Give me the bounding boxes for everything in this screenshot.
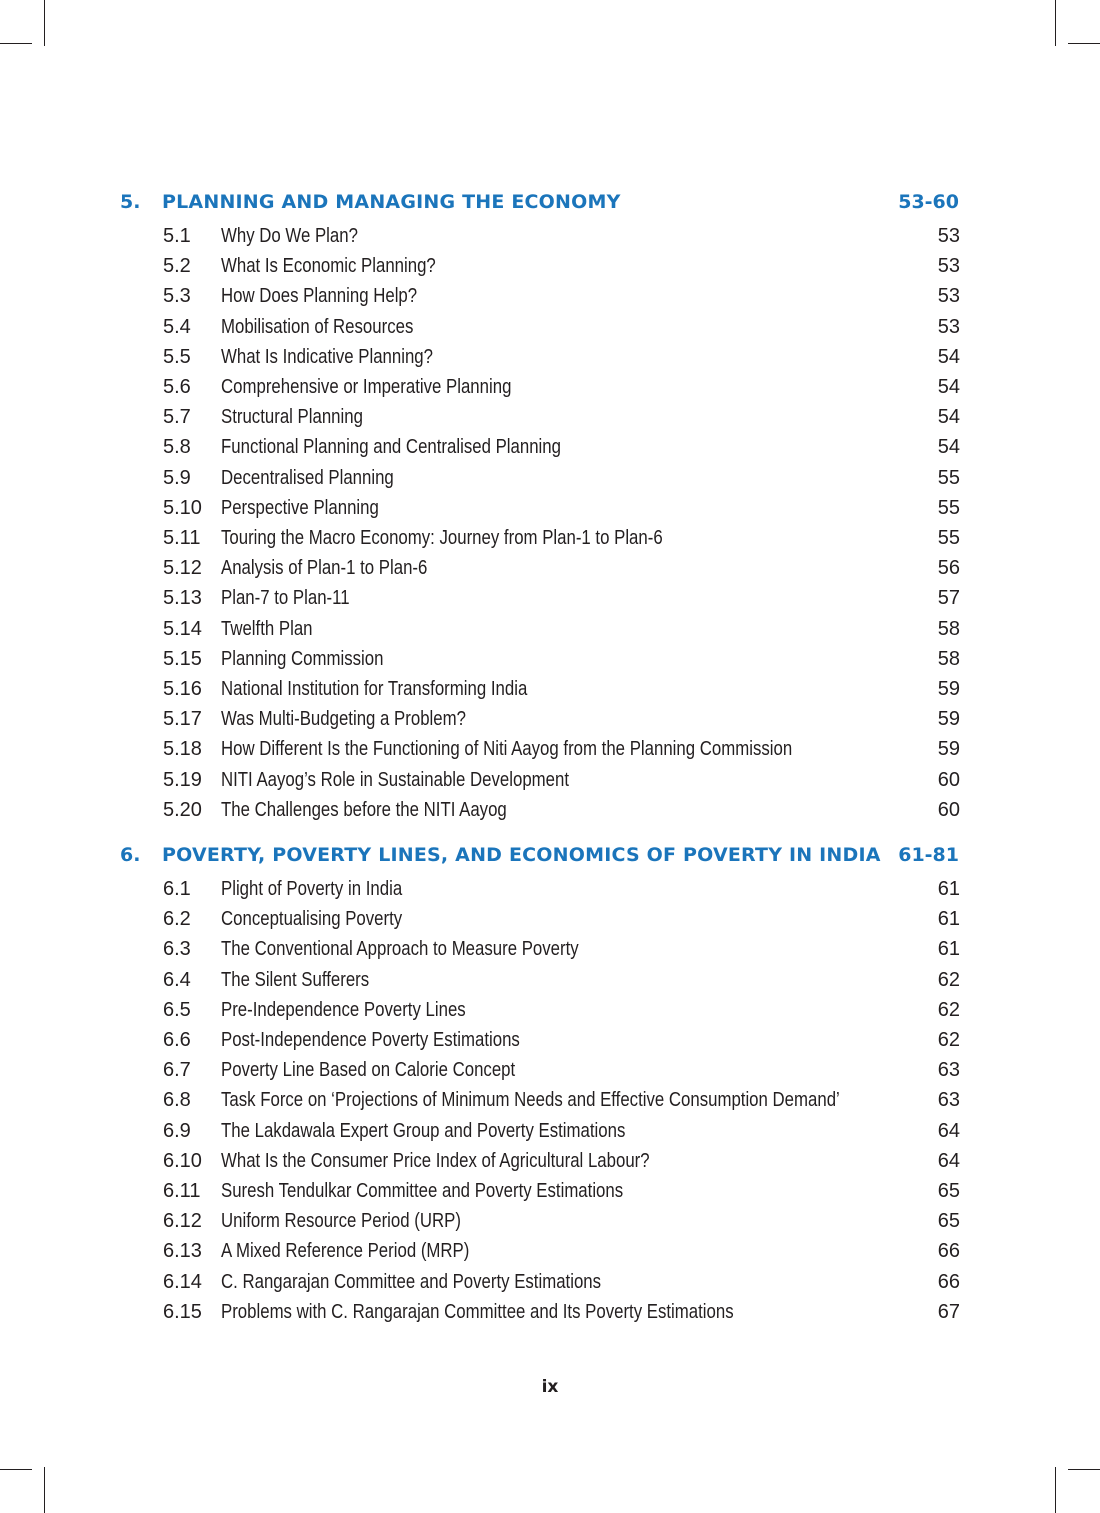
section-number: 6.5 (163, 998, 191, 1021)
section-number: 5.14 (163, 617, 202, 640)
crop-mark (1068, 43, 1100, 44)
toc-entry[interactable] (0, 965, 1100, 995)
section-title: Post-Independence Poverty Estimations (221, 1029, 520, 1051)
section-title: Conceptualising Poverty (221, 908, 403, 931)
section-page: 65 (937, 1210, 960, 1233)
section-title: Why Do We Plan? (221, 225, 358, 247)
section-number: 6.10 (163, 1149, 202, 1172)
toc-entry[interactable] (0, 1297, 1100, 1327)
section-number: 5.18 (163, 738, 202, 761)
section-number: 5.17 (163, 708, 202, 731)
section-title: A Mixed Reference Period (MRP) (221, 1240, 470, 1263)
section-title: Uniform Resource Period (URP) (221, 1210, 461, 1233)
section-number: 6.13 (163, 1240, 202, 1263)
toc-entry[interactable] (0, 312, 1100, 342)
section-title: Perspective Planning (221, 496, 379, 519)
toc-entry[interactable] (0, 1206, 1100, 1236)
section-title: Analysis of Plan-1 to Plan-6 (221, 557, 428, 580)
section-title: The Silent Sufferers (221, 968, 370, 991)
section-number: 5.11 (163, 527, 201, 549)
section-page: 54 (937, 436, 960, 459)
chapter-number: 5. (120, 191, 141, 213)
section-number: 5.9 (163, 466, 191, 489)
section-number: 5.15 (163, 647, 202, 670)
section-title: Decentralised Planning (221, 466, 394, 489)
section-title: Task Force on ‘Projections of Minimum Needs and Effective Consumption Demand’ (221, 1089, 840, 1112)
toc-entry[interactable] (0, 1116, 1100, 1146)
chapter-heading[interactable] (0, 840, 1100, 870)
section-number: 6.3 (163, 938, 191, 961)
section-number: 5.5 (163, 345, 191, 368)
section-number: 6.1 (163, 878, 191, 900)
section-number: 6.15 (163, 1300, 202, 1323)
toc-entry[interactable] (0, 704, 1100, 734)
section-number: 5.4 (163, 315, 191, 338)
section-page: 65 (937, 1180, 960, 1202)
toc-entry[interactable] (0, 765, 1100, 795)
section-title: NITI Aayog’s Role in Sustainable Development (221, 768, 570, 791)
section-title: National Institution for Transforming India (221, 678, 528, 700)
section-title: C. Rangarajan Committee and Poverty Estimations (221, 1270, 602, 1293)
toc-entry[interactable] (0, 1055, 1100, 1085)
section-page: 66 (937, 1240, 960, 1263)
section-title: Functional Planning and Centralised Planning (221, 436, 561, 459)
section-page: 53 (937, 255, 960, 278)
section-number: 5.19 (163, 768, 202, 791)
section-number: 5.20 (163, 798, 202, 821)
section-title: Structural Planning (221, 406, 363, 429)
section-page: 61 (937, 938, 960, 961)
toc-entry[interactable] (0, 674, 1100, 704)
chapter-title: PLANNING AND MANAGING THE ECONOMY (162, 191, 621, 213)
toc-entry[interactable] (0, 402, 1100, 432)
section-page: 63 (937, 1089, 960, 1112)
crop-mark (44, 1467, 45, 1513)
section-number: 6.8 (163, 1089, 191, 1112)
section-title: How Does Planning Help? (221, 285, 418, 308)
section-page: 62 (937, 998, 960, 1021)
section-page: 66 (937, 1270, 960, 1293)
section-title: Plight of Poverty in India (221, 878, 403, 900)
chapter-number: 6. (120, 844, 141, 866)
section-title: What Is Economic Planning? (221, 255, 436, 278)
section-number: 5.6 (163, 376, 191, 398)
chapter-page-range: 61-81 (898, 844, 959, 866)
toc-entry[interactable] (0, 644, 1100, 674)
toc-entry[interactable] (0, 553, 1100, 583)
crop-mark (1055, 1467, 1056, 1513)
toc-entry[interactable] (0, 523, 1100, 553)
section-title: The Lakdawala Expert Group and Poverty Estimations (221, 1119, 626, 1142)
section-page: 58 (937, 647, 960, 670)
section-number: 6.6 (163, 1029, 191, 1051)
section-title: Planning Commission (221, 647, 384, 670)
toc-entry[interactable] (0, 221, 1100, 251)
section-page: 55 (937, 527, 960, 549)
section-title: What Is the Consumer Price Index of Agricultural Labour? (221, 1149, 650, 1172)
section-page: 59 (937, 708, 960, 731)
section-page: 53 (937, 285, 960, 308)
section-page: 53 (937, 225, 960, 247)
toc-entry[interactable] (0, 1176, 1100, 1206)
chapter-page-range: 53-60 (898, 191, 959, 213)
section-title: Was Multi-Budgeting a Problem? (221, 708, 466, 731)
section-page: 55 (937, 466, 960, 489)
toc-entry[interactable] (0, 614, 1100, 644)
section-title: The Challenges before the NITI Aayog (221, 798, 507, 821)
section-title: Mobilisation of Resources (221, 315, 414, 338)
toc-entry[interactable] (0, 281, 1100, 311)
section-number: 5.12 (163, 557, 202, 580)
toc-entry[interactable] (0, 432, 1100, 462)
toc-entry[interactable] (0, 734, 1100, 764)
section-page: 54 (937, 406, 960, 429)
section-title: The Conventional Approach to Measure Poverty (221, 938, 579, 961)
section-title: Suresh Tendulkar Committee and Poverty Estimations (221, 1180, 624, 1202)
section-number: 6.12 (163, 1210, 202, 1233)
section-page: 55 (937, 496, 960, 519)
section-page: 56 (937, 557, 960, 580)
toc-entry[interactable] (0, 1146, 1100, 1176)
section-page: 67 (937, 1300, 960, 1323)
section-number: 5.13 (163, 587, 202, 610)
toc-entry[interactable] (0, 342, 1100, 372)
section-number: 6.14 (163, 1270, 202, 1293)
section-page: 62 (937, 968, 960, 991)
section-page: 61 (937, 908, 960, 931)
section-title: Problems with C. Rangarajan Committee and Its Poverty Estimations (221, 1300, 734, 1323)
section-number: 6.7 (163, 1059, 191, 1082)
section-number: 6.4 (163, 968, 191, 991)
section-title: Poverty Line Based on Calorie Concept (221, 1059, 516, 1082)
section-title: Touring the Macro Economy: Journey from Plan-1 to Plan-6 (221, 527, 663, 549)
page-number: ix (541, 1377, 559, 1397)
section-title: How Different Is the Functioning of Niti Aayog from the Planning Commission (221, 738, 793, 761)
crop-mark (0, 1469, 32, 1470)
crop-mark (1055, 0, 1056, 46)
toc-entry[interactable] (0, 583, 1100, 613)
section-page: 53 (937, 315, 960, 338)
section-title: What Is Indicative Planning? (221, 345, 433, 368)
section-page: 57 (937, 587, 960, 610)
section-page: 60 (937, 768, 960, 791)
section-page: 64 (937, 1149, 960, 1172)
section-number: 5.3 (163, 285, 191, 308)
section-title: Pre-Independence Poverty Lines (221, 998, 466, 1021)
toc-entry[interactable] (0, 1085, 1100, 1115)
section-number: 6.2 (163, 908, 191, 931)
section-page: 59 (937, 678, 960, 700)
section-title: Plan-7 to Plan-11 (221, 587, 350, 610)
section-number: 5.16 (163, 678, 202, 700)
section-page: 59 (937, 738, 960, 761)
section-page: 54 (937, 376, 960, 398)
section-page: 54 (937, 345, 960, 368)
section-page: 63 (937, 1059, 960, 1082)
toc-entry[interactable] (0, 251, 1100, 281)
chapter-heading[interactable] (0, 187, 1100, 217)
toc-entry[interactable] (0, 493, 1100, 523)
crop-mark (0, 43, 32, 44)
section-number: 5.7 (163, 406, 191, 429)
toc-entry[interactable] (0, 934, 1100, 964)
toc-entry[interactable] (0, 1236, 1100, 1266)
toc-entry[interactable] (0, 995, 1100, 1025)
toc-entry[interactable] (0, 795, 1100, 825)
section-page: 61 (937, 878, 960, 900)
chapter-title: POVERTY, POVERTY LINES, AND ECONOMICS OF POVERTY IN INDIA (162, 844, 881, 866)
section-page: 64 (937, 1119, 960, 1142)
section-page: 60 (937, 798, 960, 821)
section-number: 5.8 (163, 436, 191, 459)
section-number: 6.11 (163, 1180, 201, 1202)
section-title: Twelfth Plan (221, 617, 313, 640)
section-page: 62 (937, 1029, 960, 1051)
section-page: 58 (937, 617, 960, 640)
section-number: 5.10 (163, 496, 202, 519)
section-number: 5.1 (163, 225, 191, 247)
toc-entry[interactable] (0, 874, 1100, 904)
toc-entry[interactable] (0, 1267, 1100, 1297)
toc-entry[interactable] (0, 1025, 1100, 1055)
section-title: Comprehensive or Imperative Planning (221, 376, 512, 398)
toc-entry[interactable] (0, 372, 1100, 402)
section-number: 6.9 (163, 1119, 191, 1142)
crop-mark (1068, 1469, 1100, 1470)
section-number: 5.2 (163, 255, 191, 278)
crop-mark (44, 0, 45, 46)
toc-entry[interactable] (0, 904, 1100, 934)
toc-entry[interactable] (0, 463, 1100, 493)
